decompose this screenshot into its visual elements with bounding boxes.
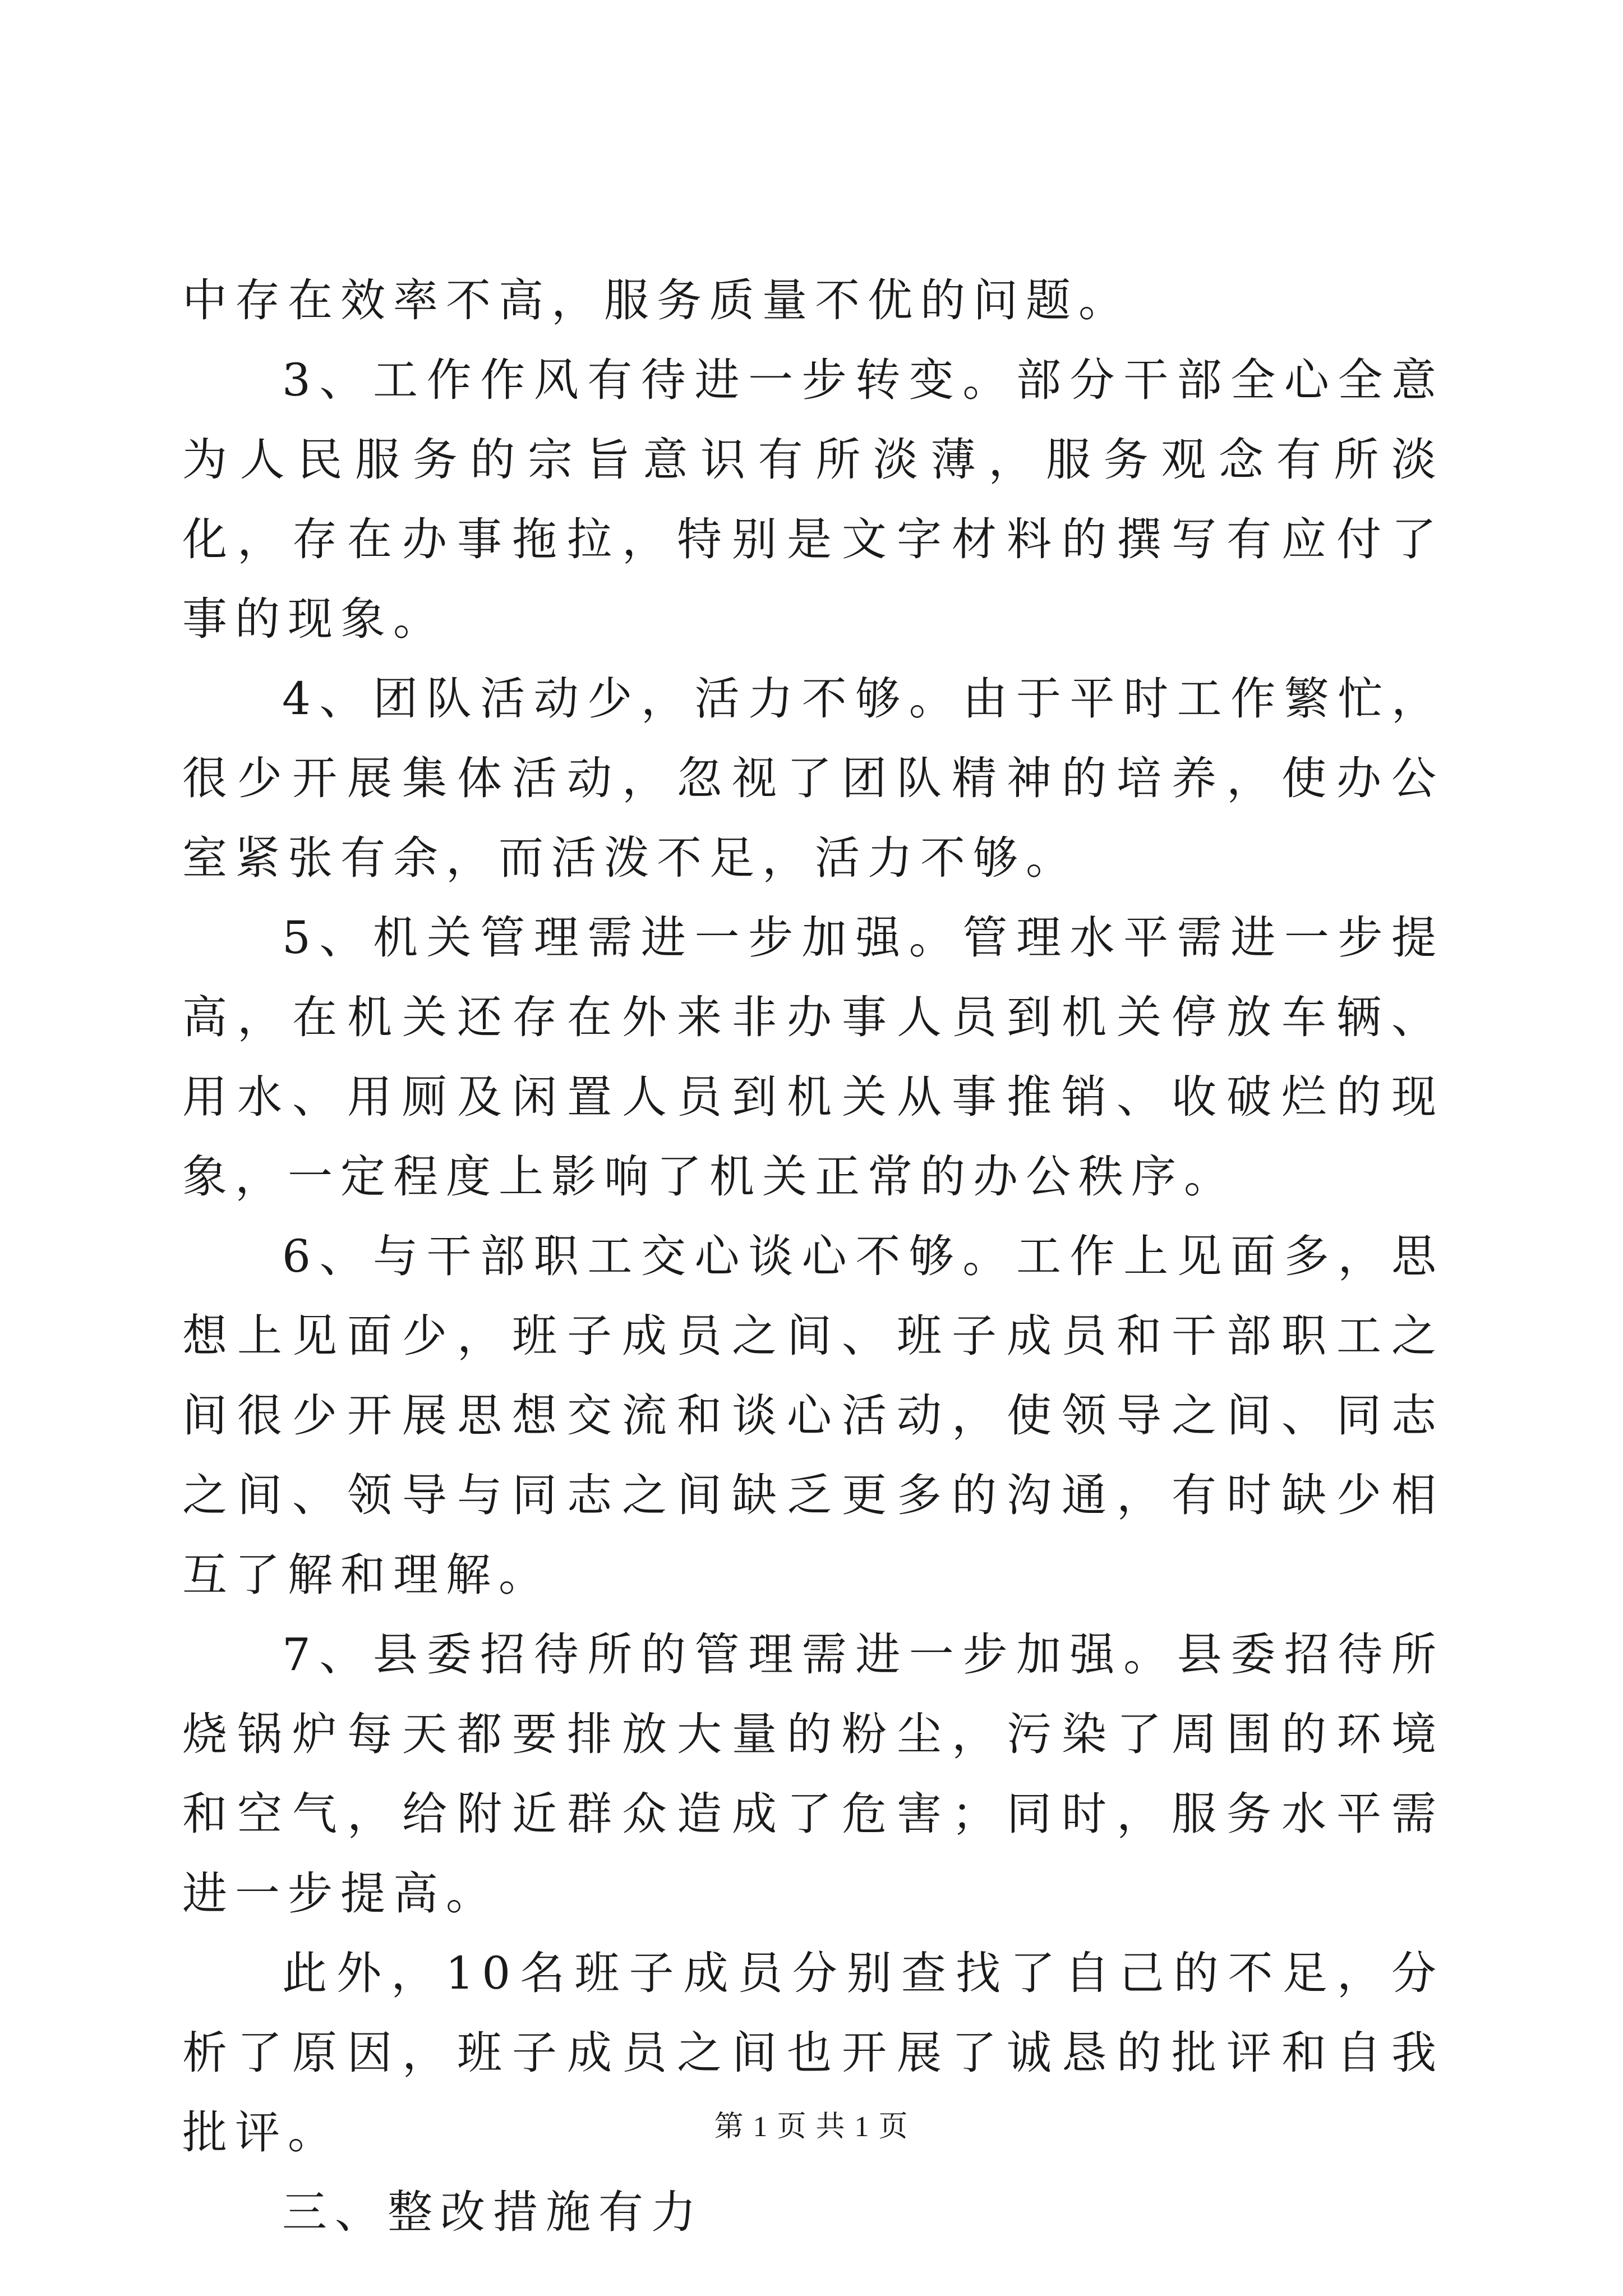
paragraph: 中存在效率不高，服务质量不优的问题。 bbox=[182, 274, 1131, 326]
page-footer: 第 1 页 共 1 页 bbox=[714, 2111, 909, 2143]
paragraph: 3、工作作风有待进一步转变。部分干部全心全意为人民服务的宗旨意识有所淡薄，服务观念有所淡化，存在办事拖拉，特别是文字材料的撰写有应付了事的现象。 bbox=[182, 354, 1444, 645]
document-body bbox=[182, 261, 1444, 2252]
paragraph: 7、县委招待所的管理需进一步加强。县委招待所烧锅炉每天都要排放大量的粉尘，污染了周围的环境和空气，给附近群众造成了危害；同时，服务水平需进一步提高。 bbox=[182, 1628, 1444, 1920]
section-heading: 三、整改措施有力 bbox=[282, 2186, 704, 2238]
paragraph: 4、团队活动少，活力不够。由于平时工作繁忙，很少开展集体活动，忽视了团队精神的培养，使办公室紧张有余，而活泼不足，活力不够。 bbox=[182, 673, 1444, 884]
paragraph: 6、与干部职工交心谈心不够。工作上见面多，思想上见面少，班子成员之间、班子成员和干部职工之间很少开展思想交流和谈心活动，使领导之间、同志之间、领导与同志之间缺乏更多的沟通，有时缺少相互了解和理解。 bbox=[182, 1230, 1444, 1601]
paragraph: 5、机关管理需进一步加强。管理水平需进一步提高，在机关还存在外来非办事人员到机关停放车辆、用水、用厕及闲置人员到机关从事推销、收破烂的现象，一定程度上影响了机关正常的办公秩序。 bbox=[182, 912, 1444, 1203]
paragraph: 此外，10名班子成员分别查找了自己的不足，分析了原因，班子成员之间也开展了诚恳的批评和自我批评。 bbox=[182, 1947, 1444, 2159]
